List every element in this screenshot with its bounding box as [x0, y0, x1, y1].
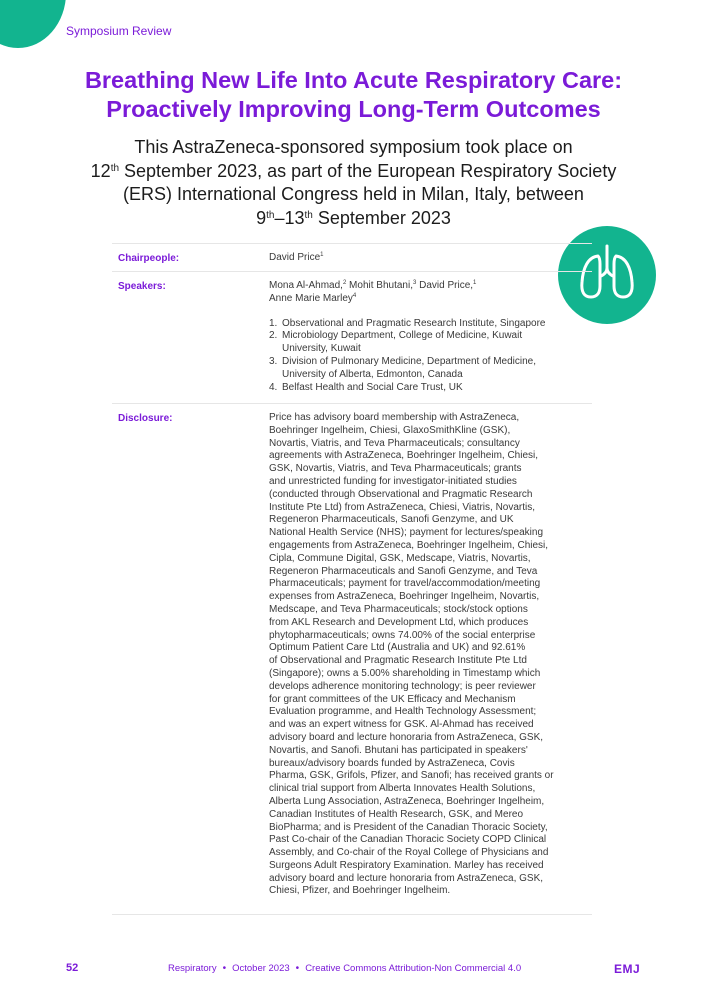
section-label: Symposium Review: [66, 24, 172, 38]
disclosure-line: Chiesi, Pfizer, and Boehringer Ingelheim.: [269, 885, 451, 897]
subtitle-date: –13: [274, 207, 305, 228]
affiliation-number: 1.: [269, 317, 278, 329]
speaker-name: Mohit Bhutani,: [346, 280, 413, 291]
disclosure-line: phytopharmaceuticals; owns 74.00% of the social enterprise: [269, 629, 536, 641]
bullet-icon: •: [222, 963, 227, 974]
disclosure-line: and was an expert witness for GSK. Al-Ahmad has received: [269, 719, 534, 731]
emj-logo: EMJ: [614, 962, 641, 976]
affiliation-sup: 2: [342, 280, 347, 286]
disclosure-line: Surgeons Adult Respiratory Examination. Marley has received: [269, 859, 544, 871]
subtitle-sup: th: [304, 209, 313, 221]
affiliation-text: University of Alberta, Edmonton, Canada: [282, 368, 463, 380]
disclosure-line: Regeneron Pharmaceuticals and Sanofi Genzyme, and Teva: [269, 565, 538, 577]
affiliation-number: 4.: [269, 381, 278, 393]
subtitle-line: September 2023, as part of the European Respiratory Society: [119, 160, 617, 181]
disclosure-line: Novartis, and Sanofi. Bhutani has participated in speakers': [269, 744, 528, 756]
disclosure-line: Alberta Lung Association, AstraZeneca, Boehringer Ingelheim,: [269, 795, 545, 807]
disclosure-line: BioPharma; and is President of the Canadian Thoracic Society,: [269, 821, 548, 833]
disclosure-label: Disclosure:: [118, 413, 173, 424]
page-number: 52: [66, 962, 79, 974]
corner-decoration: [0, 0, 66, 48]
disclosure-line: clinical trial support from Alberta Innovates Health Solutions,: [269, 783, 536, 795]
speakers-label: Speakers:: [118, 281, 166, 292]
disclosure-line: and unrestricted funding for investigator-initiated studies: [269, 475, 517, 487]
subtitle-line: This AstraZeneca-sponsored symposium took place on: [134, 137, 573, 157]
disclosure-line: Pharma, GSK, Grifols, Pfizer, and Sanofi; has received grants or: [269, 770, 554, 782]
speakers-value: [269, 272, 594, 394]
disclosure-line: expenses from AstraZeneca, Boehringer Ingelheim, Novartis,: [269, 591, 540, 603]
disclosure-line: Pharmaceuticals; payment for travel/accommodation/meeting: [269, 578, 541, 590]
affiliation-number: 3.: [269, 355, 278, 367]
disclosure-line: National Health Service (NHS); payment for lectures/speaking: [269, 527, 544, 539]
disclosure-line: agreements with AstraZeneca, Boehringer Ingelheim, Chiesi,: [269, 450, 539, 462]
footer-license: Creative Commons Attribution-Non Commercial 4.0: [305, 963, 522, 974]
disclosure-line: Boehringer Ingelheim, Chiesi, GlaxoSmithKline (GSK),: [269, 424, 511, 436]
subtitle-date: 12: [90, 160, 111, 181]
disclosure-line: GSK, Novartis, Viatris, and Teva Pharmaceuticals; grants: [269, 463, 522, 475]
speaker-name: David Price,: [416, 280, 474, 291]
disclosure-line: for grant committees of the UK Efficacy and Mechanism: [269, 693, 516, 705]
chairpeople-label: Chairpeople:: [118, 253, 180, 264]
disclosure-line: Price has advisory board membership with AstraZeneca,: [269, 412, 520, 423]
disclosure-line: advisory board and lecture honoraria from AstraZeneca, GSK,: [269, 731, 544, 743]
affiliation-text: Division of Pulmonary Medicine, Department of Medicine,: [282, 355, 536, 367]
disclosure-line: bureaux/advisory boards funded by AstraZeneca, Covis: [269, 757, 515, 769]
subtitle-sup: th: [110, 162, 120, 174]
subtitle-sup: th: [266, 209, 275, 221]
disclosure-text: [269, 404, 594, 898]
disclosure-line: Optimum Patient Care Ltd (Australia and UK) and 92.61%: [269, 642, 526, 654]
disclosure-line: Evaluation programme, and Health Technology Assessment;: [269, 706, 537, 718]
footer-meta: [168, 963, 521, 974]
subtitle-line: September 2023: [312, 207, 451, 228]
speakers-row: [112, 271, 592, 403]
disclosure-row: [112, 403, 592, 915]
subtitle-line: (ERS) International Congress held in Milan, Italy, between: [123, 184, 584, 204]
disclosure-line: Past Co-chair of the Canadian Thoracic Society COPD Clinical: [269, 834, 547, 846]
bullet-icon: •: [295, 963, 300, 974]
speaker-name: Anne Marie Marley: [269, 292, 353, 304]
affiliation-sup: 3: [413, 280, 417, 286]
page-title: [40, 66, 667, 124]
disclosure-line: Cipla, Commune Digital, GSK, Medscape, Viatris, Novartis,: [269, 552, 531, 564]
disclosure-line: Novartis, Viatris, and Teva Pharmaceuticals; consultancy: [269, 437, 520, 449]
speaker-name: Mona Al-Ahmad,: [269, 280, 343, 291]
disclosure-line: Regeneron Pharmaceuticals, Sanofi Genzyme, and UK: [269, 514, 514, 526]
affiliation-text: University, Kuwait: [282, 343, 361, 355]
footer-journal: Respiratory: [168, 963, 217, 974]
affiliation-item: [269, 318, 594, 331]
affiliation-item: [269, 382, 594, 395]
title-line: Proactively Improving Long-Term Outcomes: [106, 96, 601, 122]
disclosure-line: (Singapore); owns a 5.00% shareholding in Timestamp which: [269, 667, 541, 679]
disclosure-line: advisory board and lecture honoraria from AstraZeneca, GSK,: [269, 872, 544, 884]
speaker-names: [269, 280, 594, 306]
disclosure-line: engagements from AstraZeneca, Boehringer Ingelheim, Chiesi,: [269, 539, 549, 551]
disclosure-line: of Observational and Pragmatic Research Institute Pte Ltd: [269, 655, 527, 667]
page-footer: [0, 962, 707, 978]
disclosure-line: Medscape, and Teva Pharmaceuticals; stock/stock options: [269, 603, 528, 615]
chairpeople-row: [112, 243, 592, 271]
disclosure-line: (conducted through Observational and Pragmatic Research: [269, 488, 533, 500]
affiliation-item: [269, 356, 594, 382]
affiliation-sup: 1: [473, 280, 477, 286]
chairperson-name: David Price: [269, 252, 321, 263]
disclosure-line: Assembly, and Co-chair of the Royal College of Physicians and: [269, 847, 549, 859]
affiliation-text: Observational and Pragmatic Research Institute, Singapore: [282, 317, 546, 329]
affiliations-list: [269, 318, 594, 395]
disclosure-line: from AKL Research and Development Ltd, which produces: [269, 616, 529, 628]
symposium-info-table: [112, 243, 592, 915]
affiliation-text: Microbiology Department, College of Medicine, Kuwait: [282, 330, 523, 342]
affiliation-item: [269, 330, 594, 356]
affiliation-number: 2.: [269, 330, 278, 342]
subtitle: [40, 136, 667, 230]
title-line: Breathing New Life Into Acute Respiratory Care:: [84, 67, 623, 93]
disclosure-line: Institute Pte Ltd) from AstraZeneca, Chiesi, Viatris, Novartis,: [269, 501, 536, 513]
affiliation-text: Belfast Health and Social Care Trust, UK: [282, 381, 463, 393]
disclosure-line: develops adherence monitoring technology; is peer reviewer: [269, 680, 536, 692]
affiliation-sup: 4: [352, 292, 357, 299]
footer-date: October 2023: [232, 963, 290, 974]
affiliation-sup: 1: [320, 252, 324, 258]
chairpeople-value: [269, 244, 594, 265]
disclosure-line: Canadian Institutes of Health Research, GSK, and Mereo: [269, 808, 524, 820]
subtitle-date: 9: [256, 207, 267, 228]
